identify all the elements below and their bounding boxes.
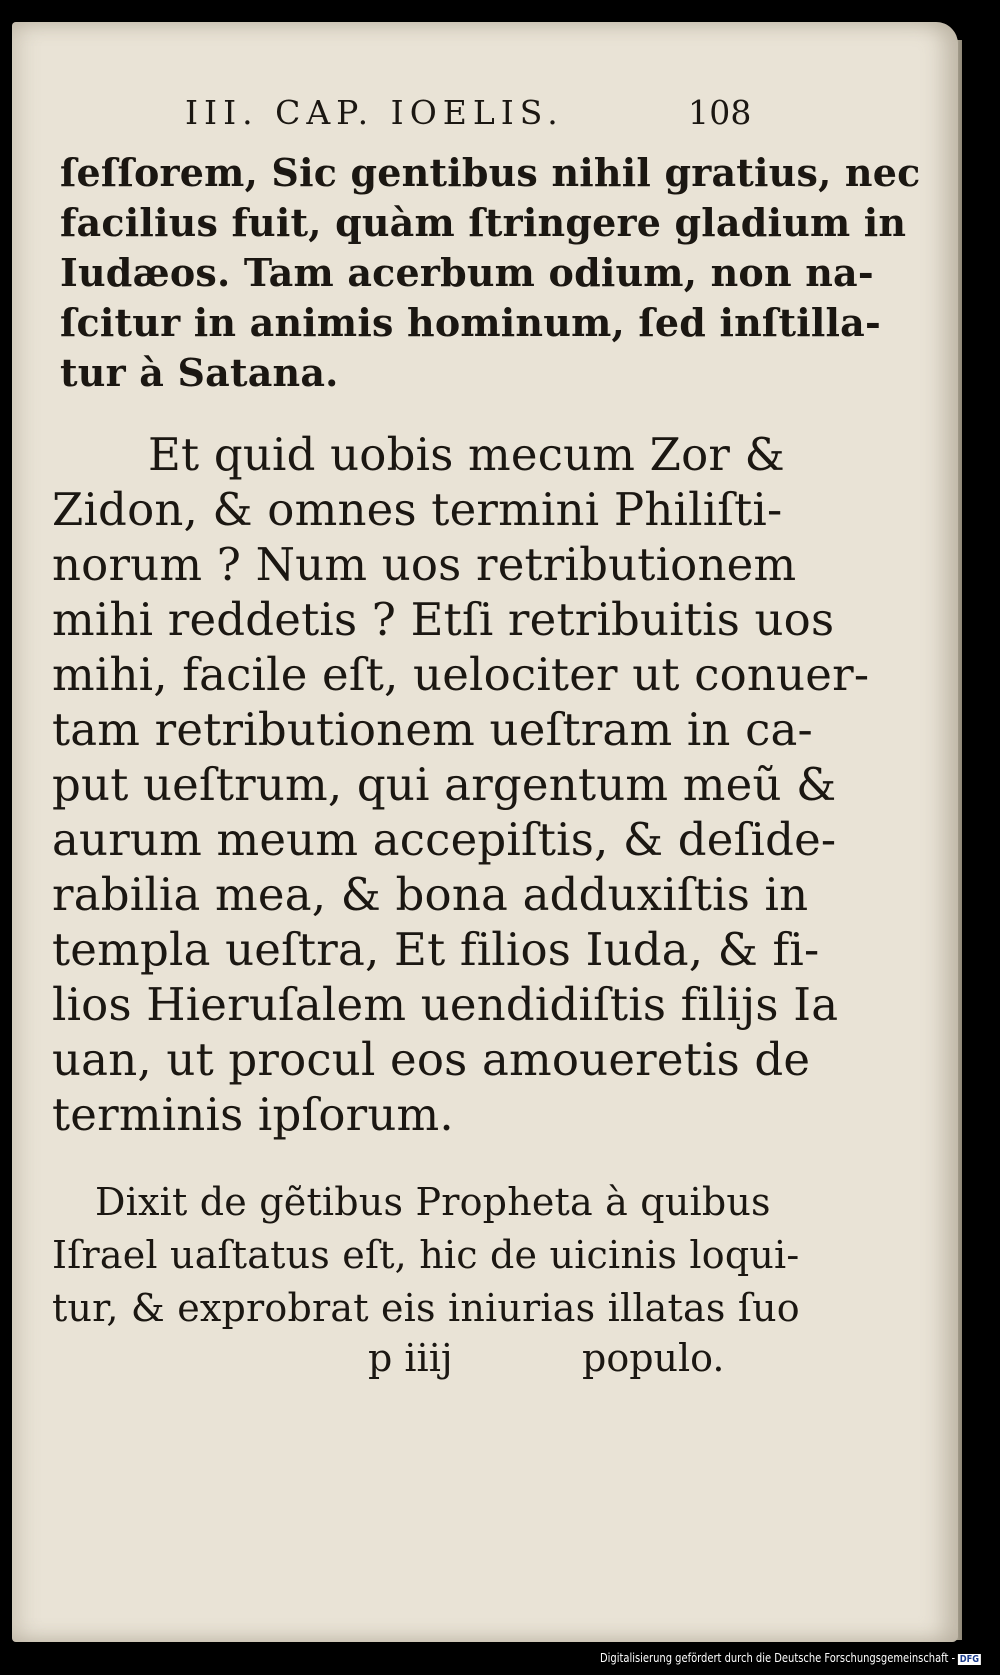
text-line: terminis ipſorum.	[52, 1088, 454, 1141]
text-line: tur, & exprobrat eis iniurias illatas ſuo	[52, 1286, 800, 1330]
text-line: Et quid uobis mecum Zor &	[148, 428, 785, 481]
text-line: norum ? Num uos retributionem	[52, 538, 797, 591]
text-line: aurum meum accepiſtis, & deſide-	[52, 813, 837, 866]
text-line: Zidon, & omnes termini Philiſti-	[52, 483, 783, 536]
catchword: populo.	[582, 1336, 725, 1380]
text-line: put ueſtrum, qui argentum meũ &	[52, 758, 837, 811]
credit-text: Digitalisierung gefördert durch die Deutsche Forschungsgemeinschaft -	[600, 1651, 956, 1665]
text-line: rabilia mea, & bona adduxiſtis in	[52, 868, 809, 921]
text-line: mihi reddetis ? Etſi retribuitis uos	[52, 593, 835, 646]
text-line: ſeſſorem, Sic gentibus nihil gratius, nec	[60, 150, 921, 195]
text-line: lios Hieruſalem uendidiſtis filijs Ia	[52, 978, 839, 1031]
text-line: tam retributionem ueſtram in ca-	[52, 703, 813, 756]
text-line: uan, ut procul eos amoueretis de	[52, 1033, 811, 1086]
signature-mark: p iiij	[368, 1336, 453, 1380]
text-line: facilius fuit, quàm ſtringere gladium in	[60, 200, 907, 245]
page-number: 108	[688, 93, 752, 132]
text-line: Iſrael uaſtatus eſt, hic de uicinis loqui-	[52, 1233, 800, 1277]
text-line: mihi, facile eſt, uelociter ut conuer-	[52, 648, 870, 701]
running-head: III. CAP. IOELIS.	[185, 93, 564, 132]
dfg-logo: DFG	[959, 1654, 980, 1665]
text-line: Dixit de gẽtibus Propheta à quibus	[95, 1180, 771, 1224]
text-line: tur à Satana.	[60, 350, 339, 395]
text-line: Iudæos. Tam acerbum odium, non na-	[60, 250, 874, 295]
digitization-credit	[600, 1651, 981, 1665]
text-line: ſcitur in animis hominum, ſed inſtilla-	[60, 300, 881, 345]
text-line: templa ueſtra, Et filios Iuda, & fi-	[52, 923, 820, 976]
